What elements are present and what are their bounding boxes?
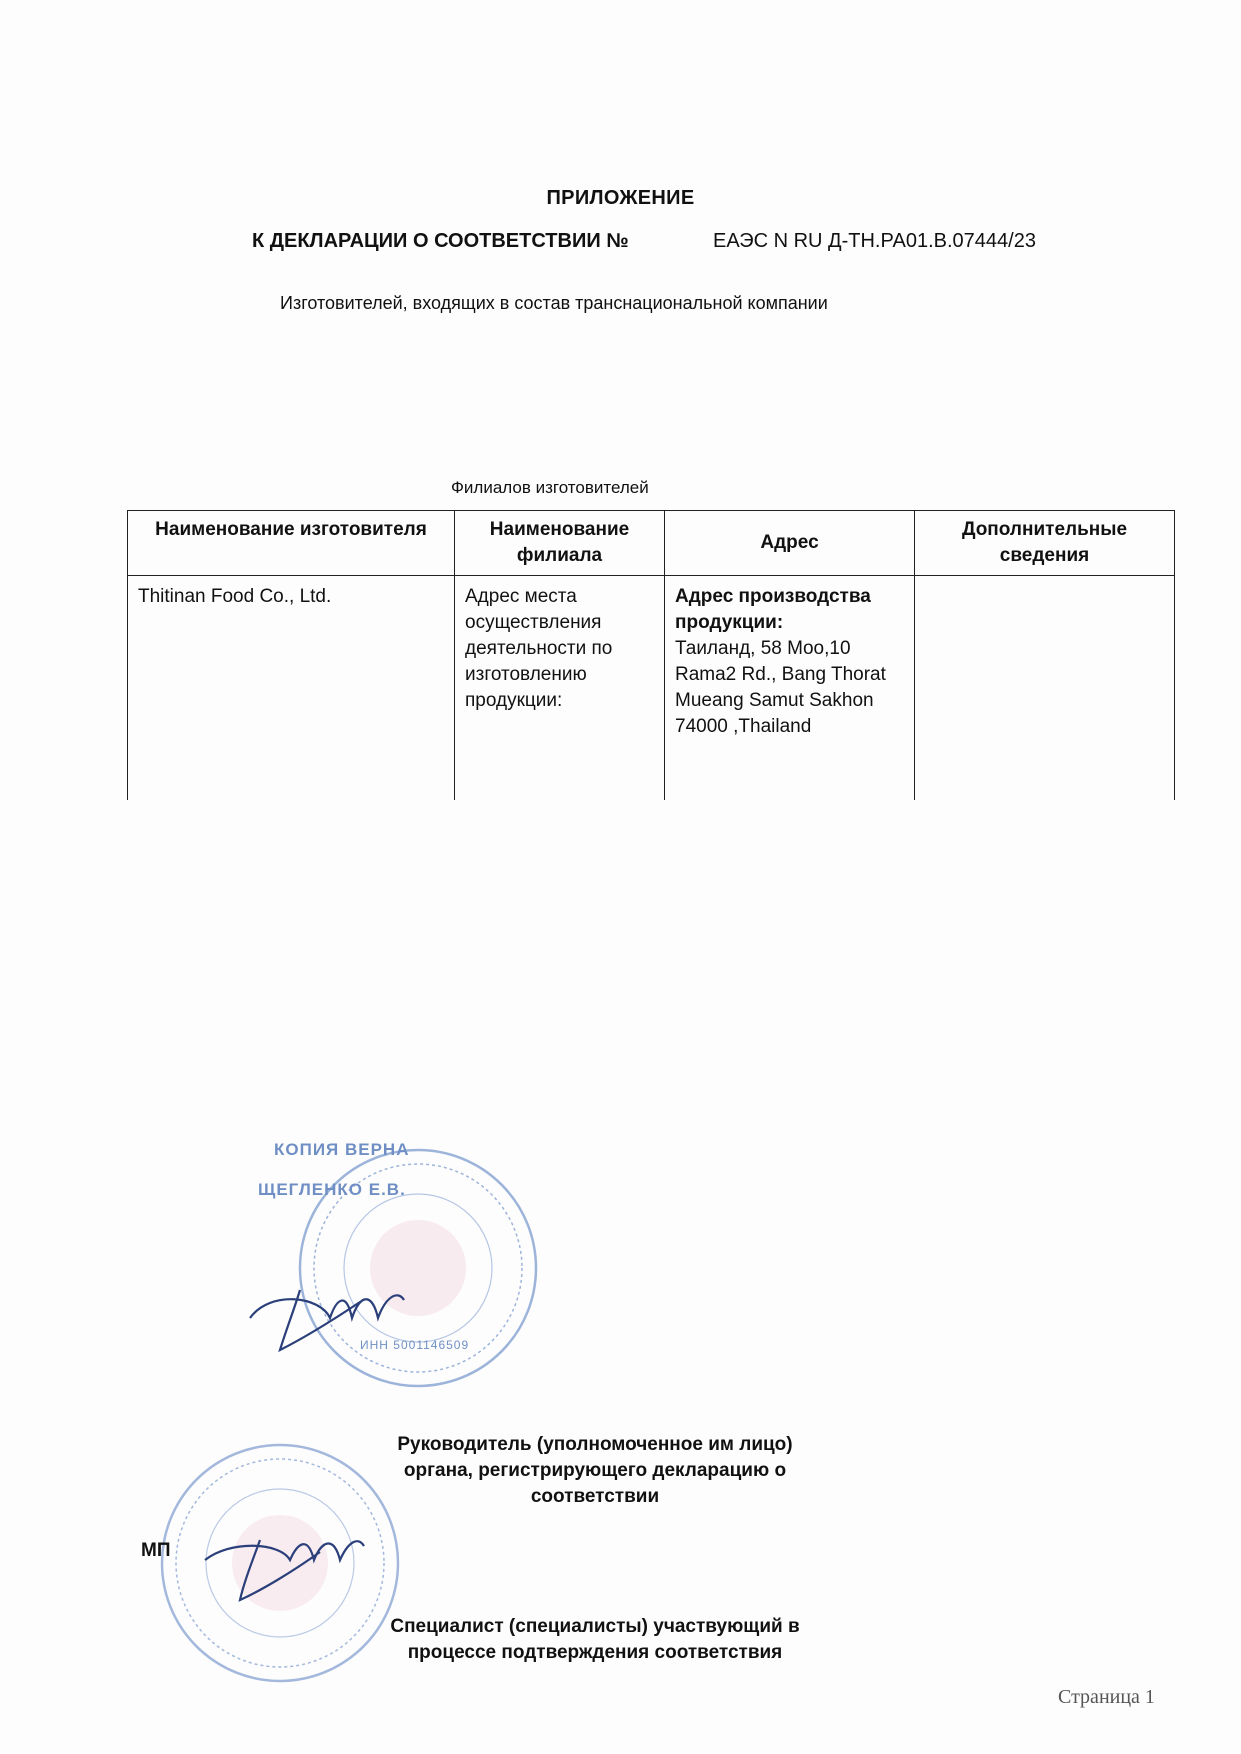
- page-number: Страница 1: [1058, 1686, 1155, 1708]
- cell-branch: Адрес места осуществления деятельности по изготовлению продукции:: [455, 576, 665, 801]
- address-text: Таиланд, 58 Moo,10 Rama2 Rd., Bang Thorat Mueang Samut Sakhon 74000 ,Thailand: [675, 638, 886, 737]
- copy-verified-stamp: КОПИЯ ВЕРНА: [274, 1140, 410, 1159]
- head-signature-line3: соответствии: [530, 1486, 660, 1507]
- document-subtitle: Изготовителей, входящих в состав транснациональной компании: [280, 293, 828, 313]
- cell-manufacturer: Thitinan Food Co., Ltd.: [128, 576, 455, 801]
- header-extra: Дополнительные сведения: [915, 511, 1175, 576]
- header-manufacturer: Наименование изготовителя: [128, 511, 455, 576]
- declaration-label: К ДЕКЛАРАЦИИ О СООТВЕТСТВИИ №: [252, 230, 629, 252]
- table-caption: Филиалов изготовителей: [451, 478, 649, 497]
- head-signature-line1: Руководитель (уполномоченное им лицо): [397, 1434, 793, 1455]
- head-signature-line2: органа, регистрирующего декларацию о: [403, 1460, 787, 1481]
- seal-inn: ИНН 5001146509: [360, 1338, 470, 1352]
- mp-label: МП: [141, 1540, 171, 1561]
- copy-verified-name: ЩЕГЛЕНКО Е.В.: [258, 1180, 406, 1199]
- document-title: ПРИЛОЖЕНИЕ: [546, 187, 695, 209]
- specialist-line2: процессе подтверждения соответствия: [407, 1642, 783, 1663]
- declaration-number: ЕАЭС N RU Д-TH.РА01.В.07444/23: [713, 230, 1036, 252]
- specialist-line1: Специалист (специалисты) участвующий в: [390, 1616, 800, 1637]
- header-address: Адрес: [665, 511, 915, 576]
- address-heading: Адрес производства продукции:: [675, 586, 871, 633]
- header-branch: Наименование филиала: [455, 511, 665, 576]
